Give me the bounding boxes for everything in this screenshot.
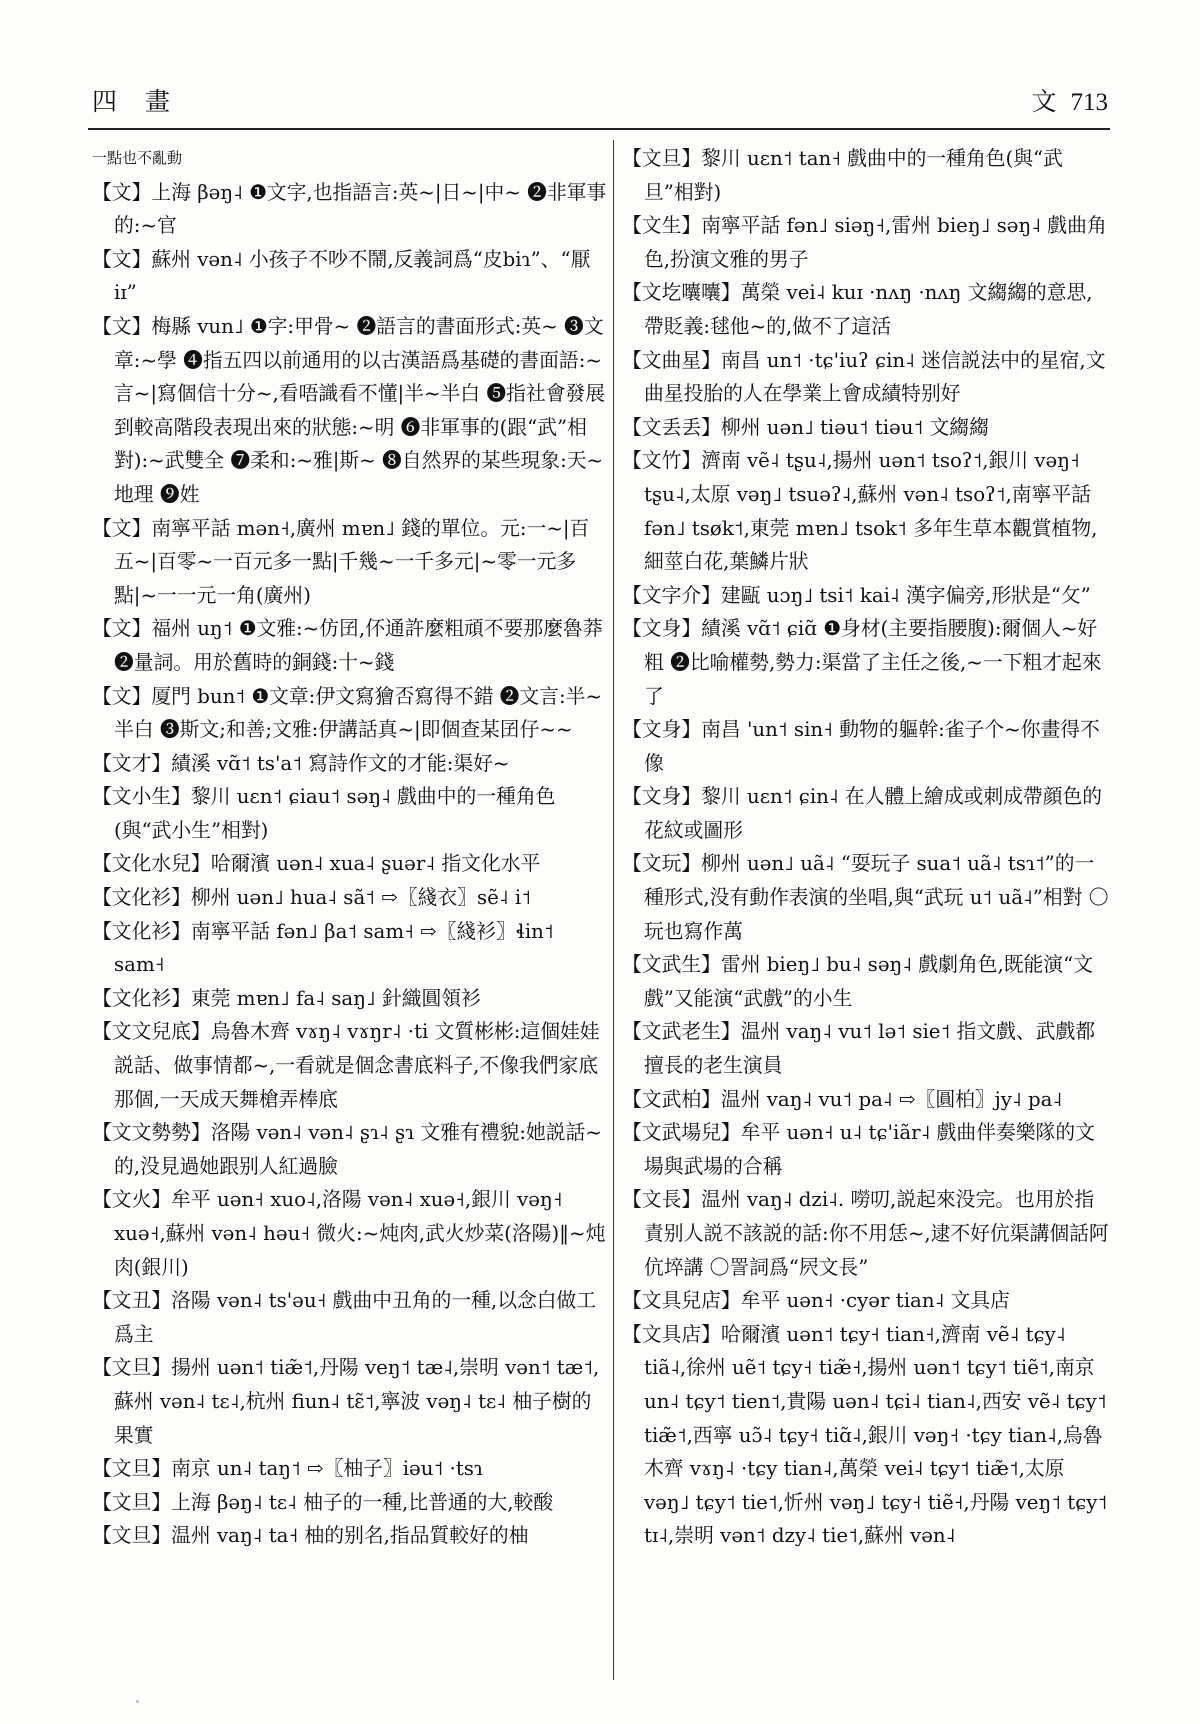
dictionary-entry: 【文】梅縣 vun˩ ❶字:甲骨~ ❷語言的書面形式:英~ ❸文章:~學 ❹指五四以前通用的以古漢語爲基礎的書面語:~言~|寫個信十分~,看唔識看不懂|半~半白 ❺指社會發展到較高階段表現出來的狀態:~明 ❻非軍事的(跟“武”相對):~武雙全 ❼柔和:~雅|斯~ ❽自然界的某些現象:天~地理 ❾姓 <box>92 314 606 506</box>
dictionary-entry: 【文身】績溪 vɑ̃˦ ɕiɑ̃ ❶身材(主要指腰腹):爾個人~好粗 ❷比喻權勢,勢力:渠當了主任之後,~一下粗才起來了 <box>622 617 1102 708</box>
scan-speck <box>136 1700 139 1703</box>
page-number: 713 <box>1070 89 1108 116</box>
header-rule <box>88 128 1110 130</box>
dictionary-entry: 【文具店】哈爾濱 uən˦ tɕy˧ tian˧,濟南 vẽ˨ tɕy˨ tiã˨,徐州 uẽ˦ tɕy˧ tiæ̃˧,揚州 uən˦ tɕy˦ tiẽ˦,南京 un˨ tɕy˦ tien˦,貴陽 uən˨ tɕi˨ tian˨,西安 vẽ˨ tɕy˦ tiæ̃˦,西寧 uɔ̃˨ tɕy˧ tiɑ̃˨,銀川 vəŋ˧ ·tɕy tian˨,烏魯木齊 vɤŋ˨ ·tɕy tian˨,萬榮 vei˨ tɕy˦ tiæ̃˦,太原 vəŋ˩ tɕy˦ tie˦,忻州 vəŋ˩ tɕy˧ tiẽ˧,丹陽 veŋ˦ tɕy˦ tɪ˨,崇明 vən˦ dzy˨ tie˦,蘇州 vən˨ <box>622 1322 1108 1548</box>
dictionary-entry: 【文身】南昌 'un˦ sin˧ 動物的軀幹:雀子个~你畫得不像 <box>622 718 1100 775</box>
left-column <box>92 142 607 1553</box>
dictionary-entry: 【文旦】南京 un˨ taŋ˦ ⇨〖柚子〗iəu˦ ·tsɿ <box>92 1457 483 1481</box>
dictionary-entry: 【文旦】温州 vaŋ˨ ta˧ 柚的别名,指品質較好的柚 <box>92 1524 529 1548</box>
dictionary-entry: 【文】厦門 bun˦ ❶文章:伊文寫獪否寫得不錯 ❷文言:半~半白 ❸斯文;和善;文雅:伊講話真~|即個查某囝仔~~ <box>92 684 603 742</box>
dictionary-entry: 【文火】牟平 uən˧ xuo˨,洛陽 vən˨ xuə˧,銀川 vəŋ˧ xuə˧,蘇州 vən˨ həu˧ 微火:~炖肉,武火炒菜(洛陽)‖~炖肉(銀川) <box>92 1188 606 1279</box>
dictionary-entry: 【文】南寧平話 mən˧,廣州 mɐn˩ 錢的單位。元:一~|百五~|百零~一百元多一點|千幾~一千多元|~零一元多點|~一一元一角(廣州) <box>92 516 590 607</box>
headword-label: 文 <box>1031 87 1057 116</box>
page-header-right <box>1031 82 1108 118</box>
dictionary-entry: 【文具兒店】牟平 uən˧ ·cyər tian˨ 文具店 <box>622 1289 1010 1313</box>
dictionary-entry: 【文】蘇州 vən˨ 小孩子不吵不鬧,反義詞爲“皮biɿ”、“厭 iɪ” <box>92 247 591 305</box>
right-column <box>622 142 1112 1553</box>
dictionary-entry: 【文化水兒】哈爾濱 uən˨ xua˨ ʂuər˨ 指文化水平 <box>92 852 541 876</box>
dictionary-entry: 【文生】南寧平話 fən˩ siəŋ˧,雷州 bieŋ˩ səŋ˨ 戲曲角色,扮演文雅的男子 <box>622 214 1107 271</box>
dictionary-entry: 【文長】温州 vaŋ˨ dzi˨. 嘮叨,説起來没完。也用於指責别人説不該説的話:你不用恁~,逮不好伉渠講個話阿伉埣講 〇詈詞爲“屄文長” <box>622 1188 1109 1279</box>
dictionary-entry: 【文武柏】温州 vaŋ˨ vu˦ pa˨ ⇨〖圓柏〗jy˨ pa˨ <box>622 1087 1063 1111</box>
dictionary-entry: 【文武生】雷州 bieŋ˩ bu˨ səŋ˨ 戲劇角色,既能演“文戲”又能演“武戲”的小生 <box>622 953 1093 1010</box>
dictionary-entry: 【文】上海 βəŋ˨ ❶文字,也指語言:英~|日~|中~ ❷非軍事的:~官 <box>92 180 607 238</box>
dictionary-entry: 【文小生】黎川 uɛn˦ ɕiau˦ səŋ˨ 戲曲中的一種角色(與“武小生”相對) <box>92 785 556 842</box>
dictionary-entry: 【文旦】黎川 uɛn˦ tan˧ 戲曲中的一種角色(與“武旦”相對) <box>622 147 1063 204</box>
dictionary-entry: 【文玩】柳州 uən˩ uã˨ “耍玩子 sua˦ uã˨ tsɿ˦”的一種形式,没有動作表演的坐唱,與“武玩 u˦ uã˨”相對 〇玩也寫作萬 <box>622 852 1109 943</box>
column-divider <box>613 140 614 1680</box>
dictionary-entry: 一點也不亂動 <box>92 149 183 167</box>
dictionary-entry: 【文曲星】南昌 un˦ ·tɕ'iuʔ ɕin˨ 迷信説法中的星宿,文曲星投胎的人在學業上會成績特别好 <box>622 348 1106 406</box>
dictionary-entry: 【文丑】洛陽 vən˨ ts'əu˧ 戲曲中丑角的一種,以念白做工爲主 <box>92 1289 597 1346</box>
dictionary-entry: 【文武老生】温州 vaŋ˨ vu˦ lə˦ sie˦ 指文戲、武戲都擅長的老生演員 <box>622 1020 1096 1078</box>
dictionary-entry: 【文身】黎川 uɛn˦ ɕin˨ 在人體上繪成或刺成帶顔色的花紋或圖形 <box>622 785 1103 842</box>
dictionary-entry: 【文丢丢】柳州 uən˩ tiəu˦ tiəu˦ 文縐縐 <box>622 415 989 439</box>
dictionary-entry: 【文圪囔囔】萬榮 vei˨ kuɪ ·nʌŋ ·nʌŋ 文縐縐的意思,帶貶義:毬他~的,做不了這活 <box>622 281 1093 338</box>
dictionary-entry: 【文化衫】柳州 uən˩ hua˨ sã˦ ⇨〖綫衣〗sẽ˨ i˦ <box>92 886 531 910</box>
dictionary-entry: 【文旦】上海 βəŋ˨ tɛ˨ 柚子的一種,比普通的大,較酸 <box>92 1490 554 1514</box>
dictionary-entry: 【文旦】揚州 uən˦ tiæ̃˦,丹陽 veŋ˦ tæ˨,崇明 vən˦ tæ˦,蘇州 vən˨ tɛ˨,杭州 fiun˨ tɛ̃˦,寧波 vəŋ˨ tɛ˨ 柚子樹的果實 <box>92 1356 600 1447</box>
dictionary-entry: 【文才】績溪 vɑ̃˦ ts'a˦ 寫詩作文的才能:渠好~ <box>92 751 510 775</box>
dictionary-entry: 【文竹】濟南 vẽ˨ tʂu˨,揚州 uən˦ tsoʔ˦,銀川 vəŋ˧ tʂu˨,太原 vəŋ˩ tsuəʔ˨,蘇州 vən˨ tsoʔ˦,南寧平話 fən˩ tsøk˦,東莞 mɐn˩ tsok˦ 多年生草本觀賞植物,細莖白花,葉鱗片狀 <box>622 449 1098 574</box>
dictionary-entry: 【文化衫】東莞 mɐn˩ fa˨ saŋ˩ 針織圓領衫 <box>92 986 481 1010</box>
dictionary-entry: 【文文兒底】烏魯木齊 vɤŋ˨ vɤŋr˨ ·ti 文質彬彬:這個娃娃説話、做事情都~,一看就是個念書底料子,不像我們家底那個,一天成天舞槍弄棒底 <box>92 1020 600 1111</box>
section-header: 四 畫 <box>92 87 180 116</box>
dictionary-entry: 【文文勢勢】洛陽 vən˨ vən˨ ʂɿ˨ ʂɿ 文雅有禮貌:她説話~的,没見過她跟别人紅過臉 <box>92 1121 602 1178</box>
dictionary-entry: 【文字介】建甌 uɔŋ˩ tsi˦ kai˨ 漢字偏旁,形狀是“⺙” <box>622 583 1091 607</box>
dictionary-entry: 【文】福州 uŋ˦ ❶文雅:~仿囝,伓通許麼粗頑不要那麼魯莽 ❷量詞。用於舊時的銅錢:十~錢 <box>92 617 603 674</box>
dictionary-entry: 【文化衫】南寧平話 fən˩ βa˦ sam˧ ⇨〖綫衫〗ɬin˦ sam˧ <box>92 919 554 977</box>
dictionary-entry: 【文武場兒】牟平 uən˧ u˨ tɕ'iãr˨ 戲曲伴奏樂隊的文場與武場的合稱 <box>622 1121 1095 1178</box>
